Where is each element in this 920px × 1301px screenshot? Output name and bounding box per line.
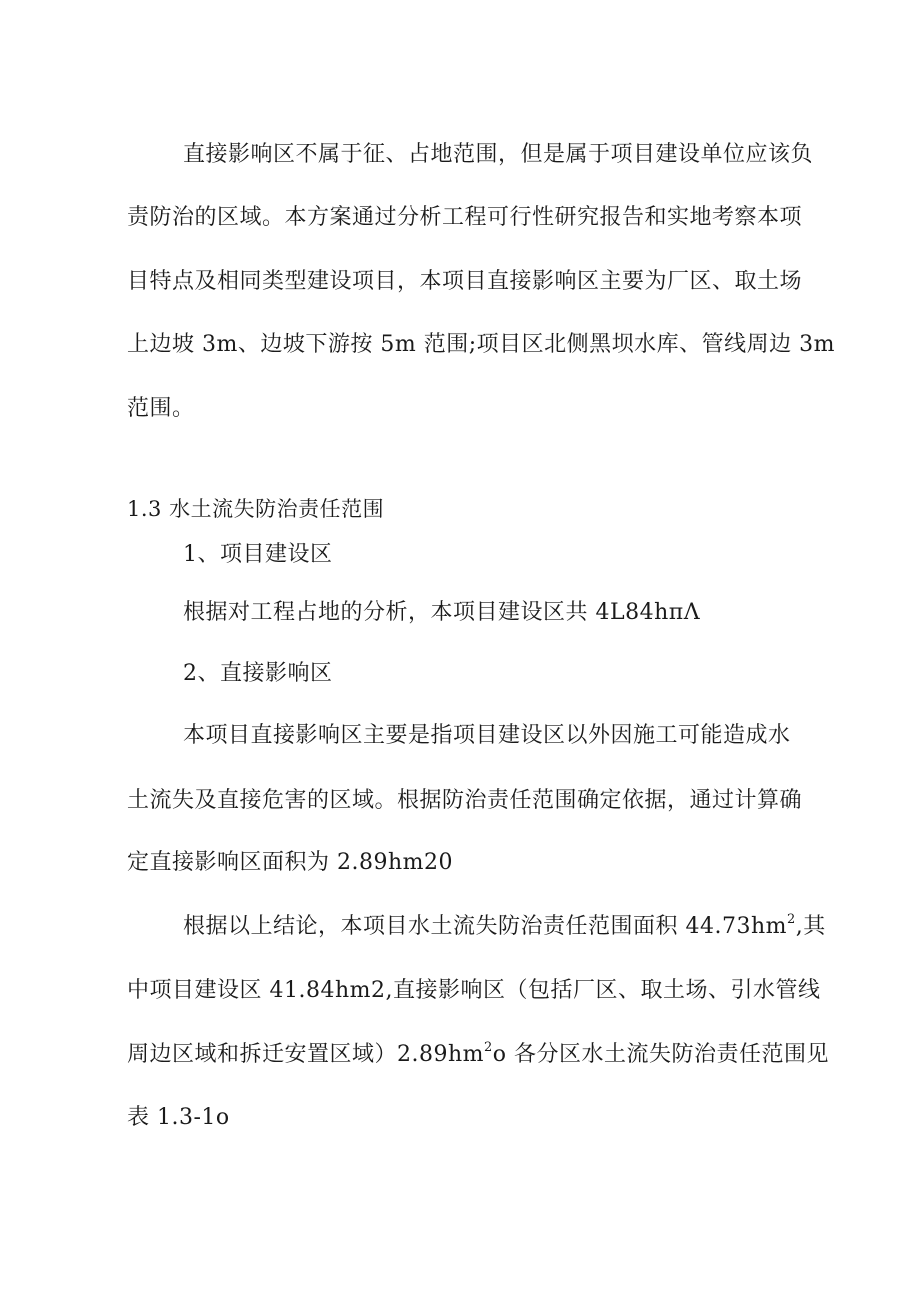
paragraph3-line3-tail: o 各分区水土流失防治责任范围见 [492,1042,830,1067]
paragraph1-line5: 范围。 [127,396,195,421]
item1-text: 根据对工程占地的分析，本项目建设区共 4L84hπΛ [183,600,701,625]
item1-title: 1、项目建设区 [183,542,333,567]
section-heading: 1.3 水土流失防治责任范围 [127,497,385,521]
paragraph3-line3-superscript: 2 [484,1039,493,1055]
paragraph1-line1: 直接影响区不属于征、占地范围，但是属于项目建设单位应该负 [183,142,814,167]
paragraph3-line3-text: 周边区域和拆迁安置区域）2.89hm [127,1042,485,1067]
paragraph3-line4: 表 1.3-1o [127,1105,230,1130]
paragraph3-line3 [127,1040,829,1070]
paragraph3-line1-text: 根据以上结论，本项目水土流失防治责任范围面积 44.73hm [183,914,788,939]
paragraph3-line2: 中项目建设区 41.84hm2,直接影响区（包括厂区、取土场、引水管线 [127,978,821,1003]
paragraph3-line1 [183,912,826,942]
paragraph1-line3: 目特点及相同类型建设项目，本项目直接影响区主要为厂区、取土场 [127,269,803,294]
paragraph2-line2: 土流失及直接危害的区域。根据防治责任范围确定依据，通过计算确 [127,788,803,813]
paragraph3-line1-tail: ,其 [795,914,826,939]
paragraph1-line4: 上边坡 3m、边坡下游按 5m 范围;项目区北侧黑坝水库、管线周边 3m [127,332,835,357]
item2-title: 2、直接影响区 [183,661,333,686]
paragraph2-line1: 本项目直接影响区主要是指项目建设区以外因施工可能造成水 [183,723,791,748]
paragraph1-line2: 责防治的区域。本方案通过分析工程可行性研究报告和实地考察本项 [127,205,803,230]
paragraph3-line1-superscript: 2 [787,911,796,927]
paragraph2-line3: 定直接影响区面积为 2.89hm20 [127,850,454,875]
